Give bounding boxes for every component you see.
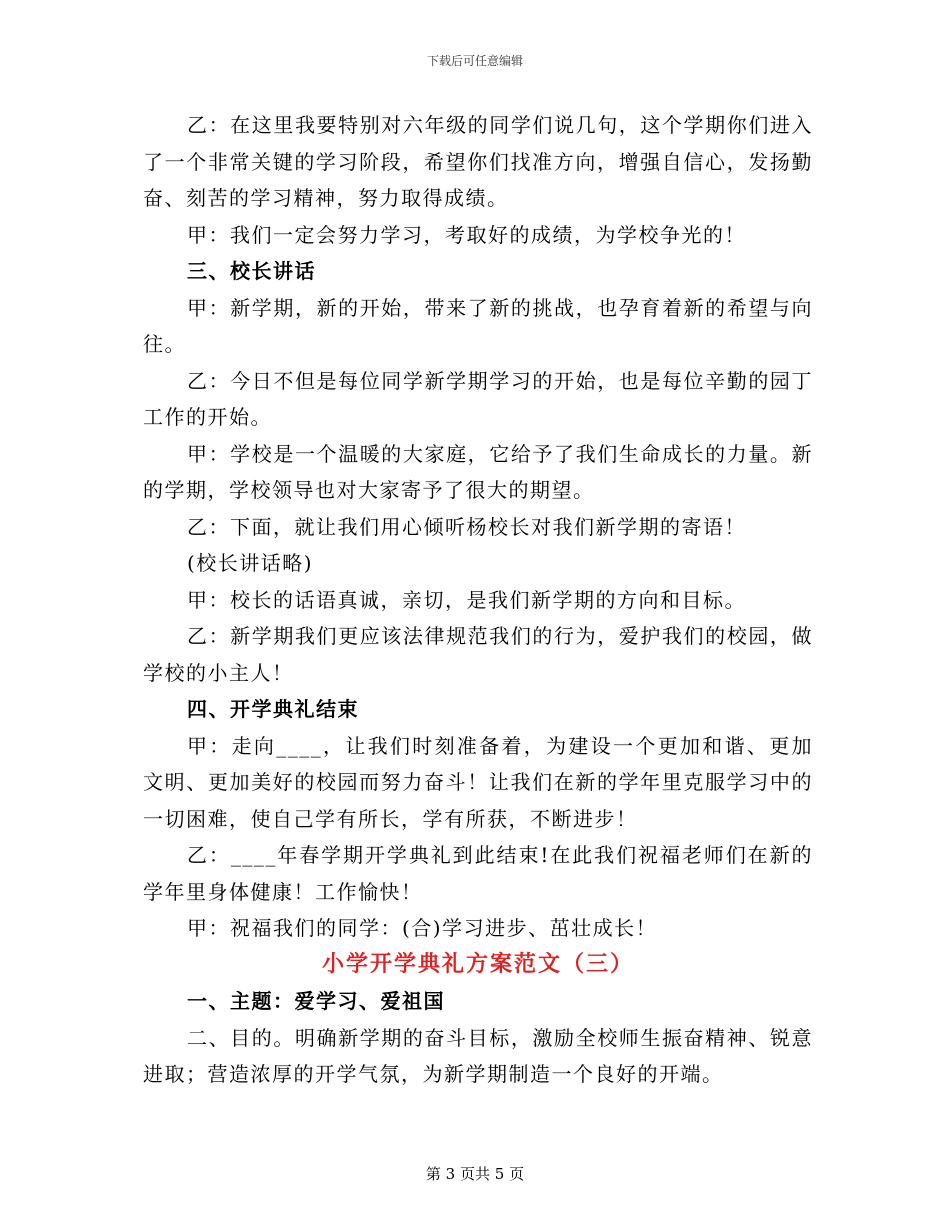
document-body: [143, 107, 813, 1093]
paragraph: 乙：____年春学期开学典礼到此结束!在此我们祝福老师们在新的学年里身体健康！工作愉快！: [143, 843, 813, 904]
paragraph: 甲：我们一定会努力学习，考取好的成绩，为学校争光的！: [187, 222, 746, 247]
document-section-title: 小学开学典礼方案范文（三）: [321, 951, 634, 977]
paragraph: 甲：新学期，新的开始，带来了新的挑战，也孕育着新的希望与向往。: [143, 295, 813, 356]
section-heading: 一、主题：爱学习、爱祖国: [187, 989, 445, 1013]
page-header: 下载后可任意编辑: [426, 54, 523, 68]
paragraph: 甲：学校是一个温暖的大家庭，它给予了我们生命成长的力量。新的学期，学校领导也对大家寄予了很大的期望。: [143, 441, 813, 502]
paragraph: 二、目的。明确新学期的奋斗目标，激励全校师生振奋精神、锐意进取；营造浓厚的开学气氛，为新学期制造一个良好的开端。: [143, 1025, 813, 1086]
paragraph: 乙：下面，就让我们用心倾听杨校长对我们新学期的寄语！: [187, 514, 746, 539]
paragraph: 乙：新学期我们更应该法律规范我们的行为，爱护我们的校园，做学校的小主人！: [143, 624, 813, 685]
page-footer: 第 3 页共 5 页: [425, 1165, 525, 1183]
paragraph: 甲：祝福我们的同学：(合)学习进步、茁壮成长！: [187, 916, 658, 940]
paragraph: 乙：在这里我要特别对六年级的同学们说几句，这个学期你们进入了一个非常关键的学习阶段，希望你们找准方向，增强自信心，发扬勤奋、刻苦的学习精神，努力取得成绩。: [143, 113, 813, 210]
paragraph: 甲：走向____，让我们时刻准备着，为建设一个更加和谐、更加文明、更加美好的校园而努力奋斗！让我们在新的学年里克服学习中的一切困难，使自己学有所长，学有所获，不断进步！: [143, 733, 813, 831]
paragraph: 甲：校长的话语真诚，亲切，是我们新学期的方向和目标。: [187, 587, 746, 612]
paragraph: 乙：今日不但是每位同学新学期学习的开始，也是每位辛勤的园丁工作的开始。: [143, 368, 813, 429]
section-heading: 三、校长讲话: [187, 259, 316, 283]
paragraph: (校长讲话略): [187, 551, 314, 575]
section-heading: 四、开学典礼结束: [187, 697, 359, 721]
